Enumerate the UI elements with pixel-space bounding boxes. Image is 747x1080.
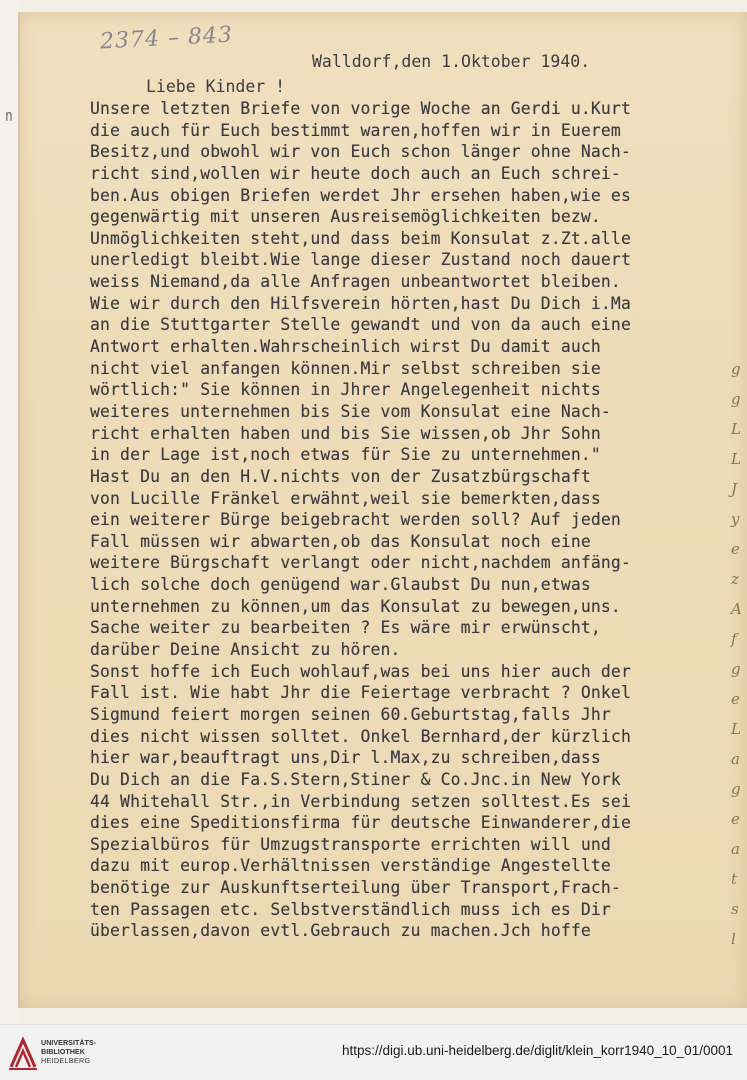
archive-number: 2374 – 843 (99, 22, 234, 55)
letter-line: unerledigt bleibt.Wie lange dieser Zustand noch dauert (90, 250, 631, 270)
logo-line-2: BIBLIOTHEK (41, 1047, 85, 1056)
letter-line: Fall ist. Wie habt Jhr die Feiertage verbracht ? Onkel (90, 683, 631, 703)
letter-line: darüber Deine Ansicht zu hören. (90, 640, 401, 660)
letter-line: weiss Niemand,da alle Anfragen unbeantwortet bleiben. (90, 272, 621, 292)
letter-line: ben.Aus obigen Briefen werdet Jhr ersehen haben,wie es (90, 185, 631, 205)
margin-mark: g (731, 660, 741, 678)
source-url-link[interactable]: https://digi.ub.uni-heidelberg.de/diglit/klein_korr1940_10_01/0001 (341, 1043, 733, 1058)
margin-mark: L (731, 720, 741, 738)
library-logo-icon[interactable] (8, 1036, 38, 1070)
paper-edge (18, 12, 20, 1008)
margin-mark: g (731, 390, 741, 408)
margin-mark: t (731, 870, 738, 888)
margin-mark: e (731, 810, 740, 828)
margin-mark: e (731, 690, 740, 708)
letter-salutation: Liebe Kinder ! (146, 77, 286, 96)
letter-line: dies nicht wissen solltet. Onkel Bernhard,der kürzlich (90, 726, 631, 746)
letter-line: Antwort erhalten.Wahrscheinlich wirst Du damit auch (90, 337, 601, 357)
margin-mark: a (731, 750, 740, 768)
letter-line: Fall müssen wir abwarten,ob das Konsulat noch eine (90, 531, 591, 551)
letter-line: die auch für Euch bestimmt waren,hoffen wir in Euerem (90, 120, 621, 140)
margin-mark: L (731, 450, 741, 468)
letter-line: weiteres unternehmen bis Sie vom Konsulat eine Nach- (90, 401, 611, 421)
letter-line: Sonst hoffe ich Euch wohlauf,was bei uns hier auch der (90, 661, 631, 681)
left-margin-mark: n (4, 106, 13, 125)
margin-mark: g (731, 780, 741, 798)
letter-line: Unsere letzten Briefe von vorige Woche an Gerdi u.Kurt (90, 99, 631, 118)
margin-mark: g (731, 360, 741, 378)
letter-line: dies eine Speditionsfirma für deutsche Einwanderer,die (90, 813, 631, 833)
margin-mark: a (731, 840, 740, 858)
letter-line: Besitz,und obwohl wir von Euch schon länger ohne Nach- (90, 142, 631, 162)
letter-line: an die Stuttgarter Stelle gewandt und von da auch eine (90, 315, 631, 335)
letter-line: Spezialbüros für Umzugstransporte errichten will und (90, 834, 611, 854)
viewer-footer (0, 1024, 747, 1080)
margin-mark: s (731, 900, 739, 918)
letter-line: ten Passagen etc. Selbstverständlich muss ich es Dir (90, 899, 611, 919)
logo-line-1: UNIVERSITÄTS- (41, 1038, 97, 1047)
letter-line: nicht viel anfangen können.Mir selbst schreiben sie (90, 358, 601, 378)
letter-line: Hast Du an den H.V.nichts von der Zusatzbürgschaft (90, 466, 591, 486)
library-logo-text (41, 1038, 96, 1065)
margin-mark: L (731, 420, 741, 438)
letter-dateline: Walldorf,den 1.Oktober 1940. (312, 52, 591, 71)
letter-line: wörtlich:" Sie können in Jhrer Angelegenheit nichts (90, 380, 601, 400)
margin-mark: A (731, 600, 742, 618)
letter-line: Wie wir durch den Hilfsverein hörten,hast Du Dich i.Ma (90, 293, 631, 313)
letter-line: richt erhalten haben und bis Sie wissen,ob Jhr Sohn (90, 423, 601, 443)
letter-line: richt sind,wollen wir heute doch auch an Euch schrei- (90, 163, 621, 183)
letter-line: dazu mit europ.Verhältnissen verständige Angestellte (90, 856, 611, 876)
letter-line: Du Dich an die Fa.S.Stern,Stiner & Co.Jnc.in New York (90, 769, 621, 789)
letter-body (90, 98, 740, 942)
letter-line: Unmöglichkeiten steht,und dass beim Konsulat z.Zt.alle (90, 228, 631, 248)
letter-line: gegenwärtig mit unseren Ausreisemöglichkeiten bezw. (90, 207, 601, 227)
margin-mark: z (731, 570, 739, 588)
letter-line: benötige zur Auskunftserteilung über Transport,Frach- (90, 878, 621, 898)
margin-mark: l (731, 930, 736, 948)
margin-mark: f (731, 630, 737, 648)
scan-left-strip (0, 0, 18, 1024)
letter-line: weitere Bürgschaft verlangt oder nicht,nachdem anfäng- (90, 553, 631, 573)
letter-line: Sigmund feiert morgen seinen 60.Geburtstag,falls Jhr (90, 704, 611, 724)
letter-line: in der Lage ist,noch etwas für Sie zu unternehmen." (90, 445, 601, 465)
letter-line: lich solche doch genügend war.Glaubst Du nun,etwas (90, 575, 591, 595)
logo-line-3: HEIDELBERG (41, 1056, 91, 1065)
letter-line: Sache weiter zu bearbeiten ? Es wäre mir erwünscht, (90, 618, 601, 638)
letter-line: unternehmen zu können,um das Konsulat zu bewegen,uns. (90, 596, 621, 616)
letter-line: 44 Whitehall Str.,in Verbindung setzen solltest.Es sei (90, 791, 631, 811)
right-margin-annotations (731, 360, 747, 980)
letter-line: überlassen,davon evtl.Gebrauch zu machen.Jch hoffe (90, 921, 591, 941)
margin-mark: J (731, 480, 738, 498)
letter-line: ein weiterer Bürge beigebracht werden soll? Auf jeden (90, 510, 621, 530)
margin-mark: y (731, 510, 740, 528)
margin-mark: e (731, 540, 740, 558)
letter-line: hier war,beauftragt uns,Dir l.Max,zu schreiben,dass (90, 748, 601, 768)
letter-line: von Lucille Fränkel erwähnt,weil sie bemerkten,dass (90, 488, 601, 508)
